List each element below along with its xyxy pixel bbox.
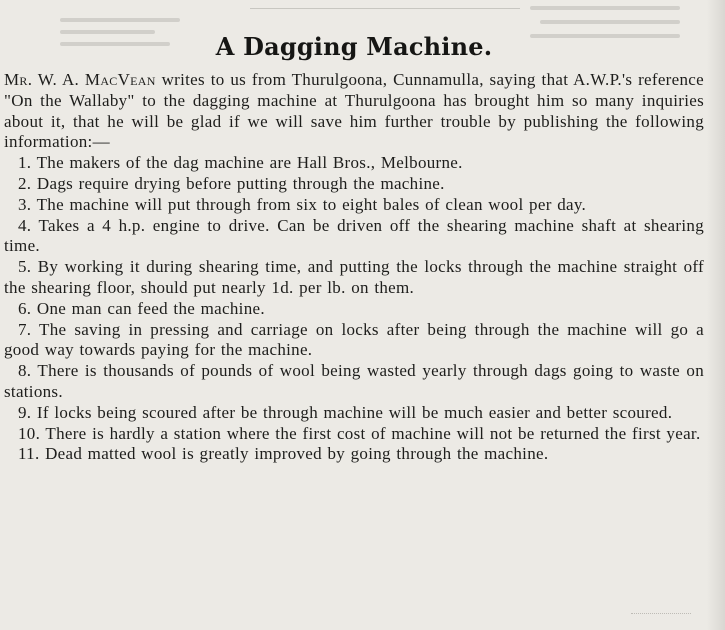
ghost-text-line xyxy=(60,18,180,22)
list-item: 10. There is hardly a station where the first cost of machine will not be returned the first year. xyxy=(18,423,701,443)
list-item: 11. Dead matted wool is greatly improved by going through the machine. xyxy=(18,444,549,464)
byline: Mr. W. A. MacVean xyxy=(4,70,156,89)
list-item: 8. There is thousands of pounds of wool being wasted yearly through dags going to waste on stations. xyxy=(4,361,704,401)
list-item: 7. The saving in pressing and carriage on locks after being through the machine will go a good way towards paying for the machine. xyxy=(4,319,704,360)
ghost-text-line xyxy=(530,6,680,10)
list-item: 1. The makers of the dag machine are Hall Bros., Melbourne. xyxy=(18,153,463,173)
intro-paragraph xyxy=(4,70,704,153)
page-edge-shadow xyxy=(707,0,725,630)
list-item: 9. If locks being scoured after be through machine will be much easier and better scoured. xyxy=(18,402,673,422)
headline: A Dagging Machine. xyxy=(215,32,493,61)
intro-text: writes to us from Thurulgoona, Cunnamulla, saying that A.W.P.'s reference "On the Wallaby" to the dagging machine at Thurulgoona has brought him so many inquiries about it, that he will be glad if we will save him further trouble by publishing the following information:— xyxy=(4,70,704,152)
list-item: 6. One man can feed the machine. xyxy=(18,298,265,318)
article xyxy=(4,30,704,465)
list-item: 2. Dags require drying before putting through the machine. xyxy=(18,173,445,193)
top-rule xyxy=(250,8,520,9)
list-item: 3. The machine will put through from six to eight bales of clean wool per day. xyxy=(18,194,587,214)
page-mark xyxy=(631,613,691,618)
list-item: 4. Takes a 4 h.p. engine to drive. Can be driven off the shearing machine shaft at shearing time. xyxy=(4,215,704,256)
list-item: 5. By working it during shearing time, and putting the locks through the machine straight off the shearing floor, should put nearly 1d. per lb. on them. xyxy=(4,257,704,297)
ghost-text-line xyxy=(540,20,680,24)
